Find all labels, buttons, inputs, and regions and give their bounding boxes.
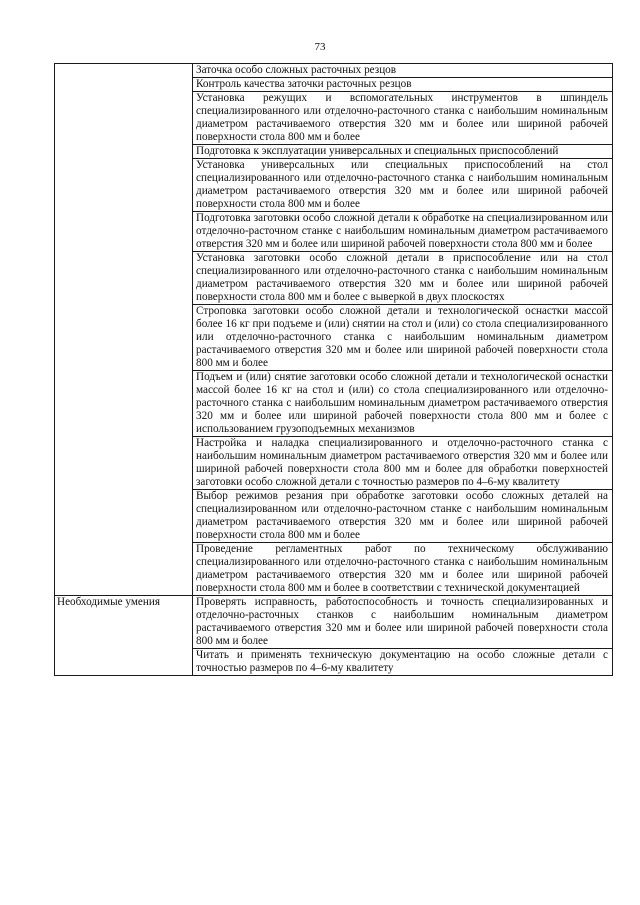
action-item: Установка универсальных или специальных приспособлений на стол специализированного или отделочно-расточного станка с наибольшим номинальным диаметром растачиваемого отверстия 320 мм и более или шириной рабочей поверхности стола 800 мм и более [193, 159, 613, 212]
skill-item: Читать и применять техническую документацию на особо сложные детали с точностью размеров по 4–6-му квалитету [193, 649, 613, 676]
labor-functions-table [54, 63, 613, 676]
action-item: Заточка особо сложных расточных резцов [193, 64, 613, 78]
action-item: Проведение регламентных работ по техническому обслуживанию специализированного или отделочно-расточного станка с наибольшим номинальным диаметром растачиваемого отверстия 320 мм и более или шириной рабочей поверхности стола 800 мм и более в соответствии с технической документацией [193, 543, 613, 596]
action-item: Контроль качества заточки расточных резцов [193, 78, 613, 92]
action-item: Подготовка к эксплуатации универсальных и специальных приспособлений [193, 145, 613, 159]
page-number: 73 [314, 41, 326, 53]
action-item: Подготовка заготовки особо сложной детали к обработке на специализированном или отделочно-расточном станке с наибольшим номинальным диаметром растачиваемого отверстия 320 мм и более или шириной рабочей поверхности стола 800 мм и более [193, 212, 613, 252]
skill-item: Проверять исправность, работоспособность и точность специализированных и отделочно-расточных станков с наибольшим номинальным диаметром растачиваемого отверстия 320 мм и более или шириной рабочей поверхности стола 800 мм и более [193, 596, 613, 649]
action-item: Выбор режимов резания при обработке заготовки особо сложных деталей на специализированном или отделочно-расточном станке с наибольшим номинальным диаметром растачиваемого отверстия 320 мм и более или шириной рабочей поверхности стола 800 мм и более [193, 490, 613, 543]
table-row [55, 64, 613, 78]
table-row [55, 596, 613, 649]
section-label-empty [55, 64, 193, 596]
action-item: Строповка заготовки особо сложной детали и технологической оснастки массой более 16 кг при подъеме и (или) снятии на стол и (или) со стола специализированного или отделочно-расточного станка с наибольшим номинальным диаметром растачиваемого отверстия 320 мм и более или шириной рабочей поверхности стола 800 мм и более [193, 305, 613, 371]
action-item: Установка заготовки особо сложной детали в приспособление или на стол специализированного или отделочно-расточного станка с наибольшим номинальным диаметром растачиваемого отверстия 320 мм и более или шириной рабочей поверхности стола 800 мм и более с выверкой в двух плоскостях [193, 252, 613, 305]
action-item: Настройка и наладка специализированного и отделочно-расточного станка с наибольшим номинальным диаметром растачиваемого отверстия 320 мм и более или шириной рабочей поверхности стола 800 мм и более для обработки поверхностей заготовки особо сложной детали с точностью размеров по 4–6-му квалитету [193, 437, 613, 490]
section-label-required-skills: Необходимые умения [55, 596, 193, 676]
action-item: Установка режущих и вспомогательных инструментов в шпиндель специализированного или отделочно-расточного станка с наибольшим номинальным диаметром растачиваемого отверстия 320 мм и более или шириной рабочей поверхности стола 800 мм и более [193, 92, 613, 145]
action-item: Подъем и (или) снятие заготовки особо сложной детали и технологической оснастки массой более 16 кг на стол и (или) со стола специализированного или отделочно-расточного станка с наибольшим номинальным диаметром растачиваемого отверстия 320 мм и более или шириной рабочей поверхности стола 800 мм и более с использованием грузоподъемных механизмов [193, 371, 613, 437]
